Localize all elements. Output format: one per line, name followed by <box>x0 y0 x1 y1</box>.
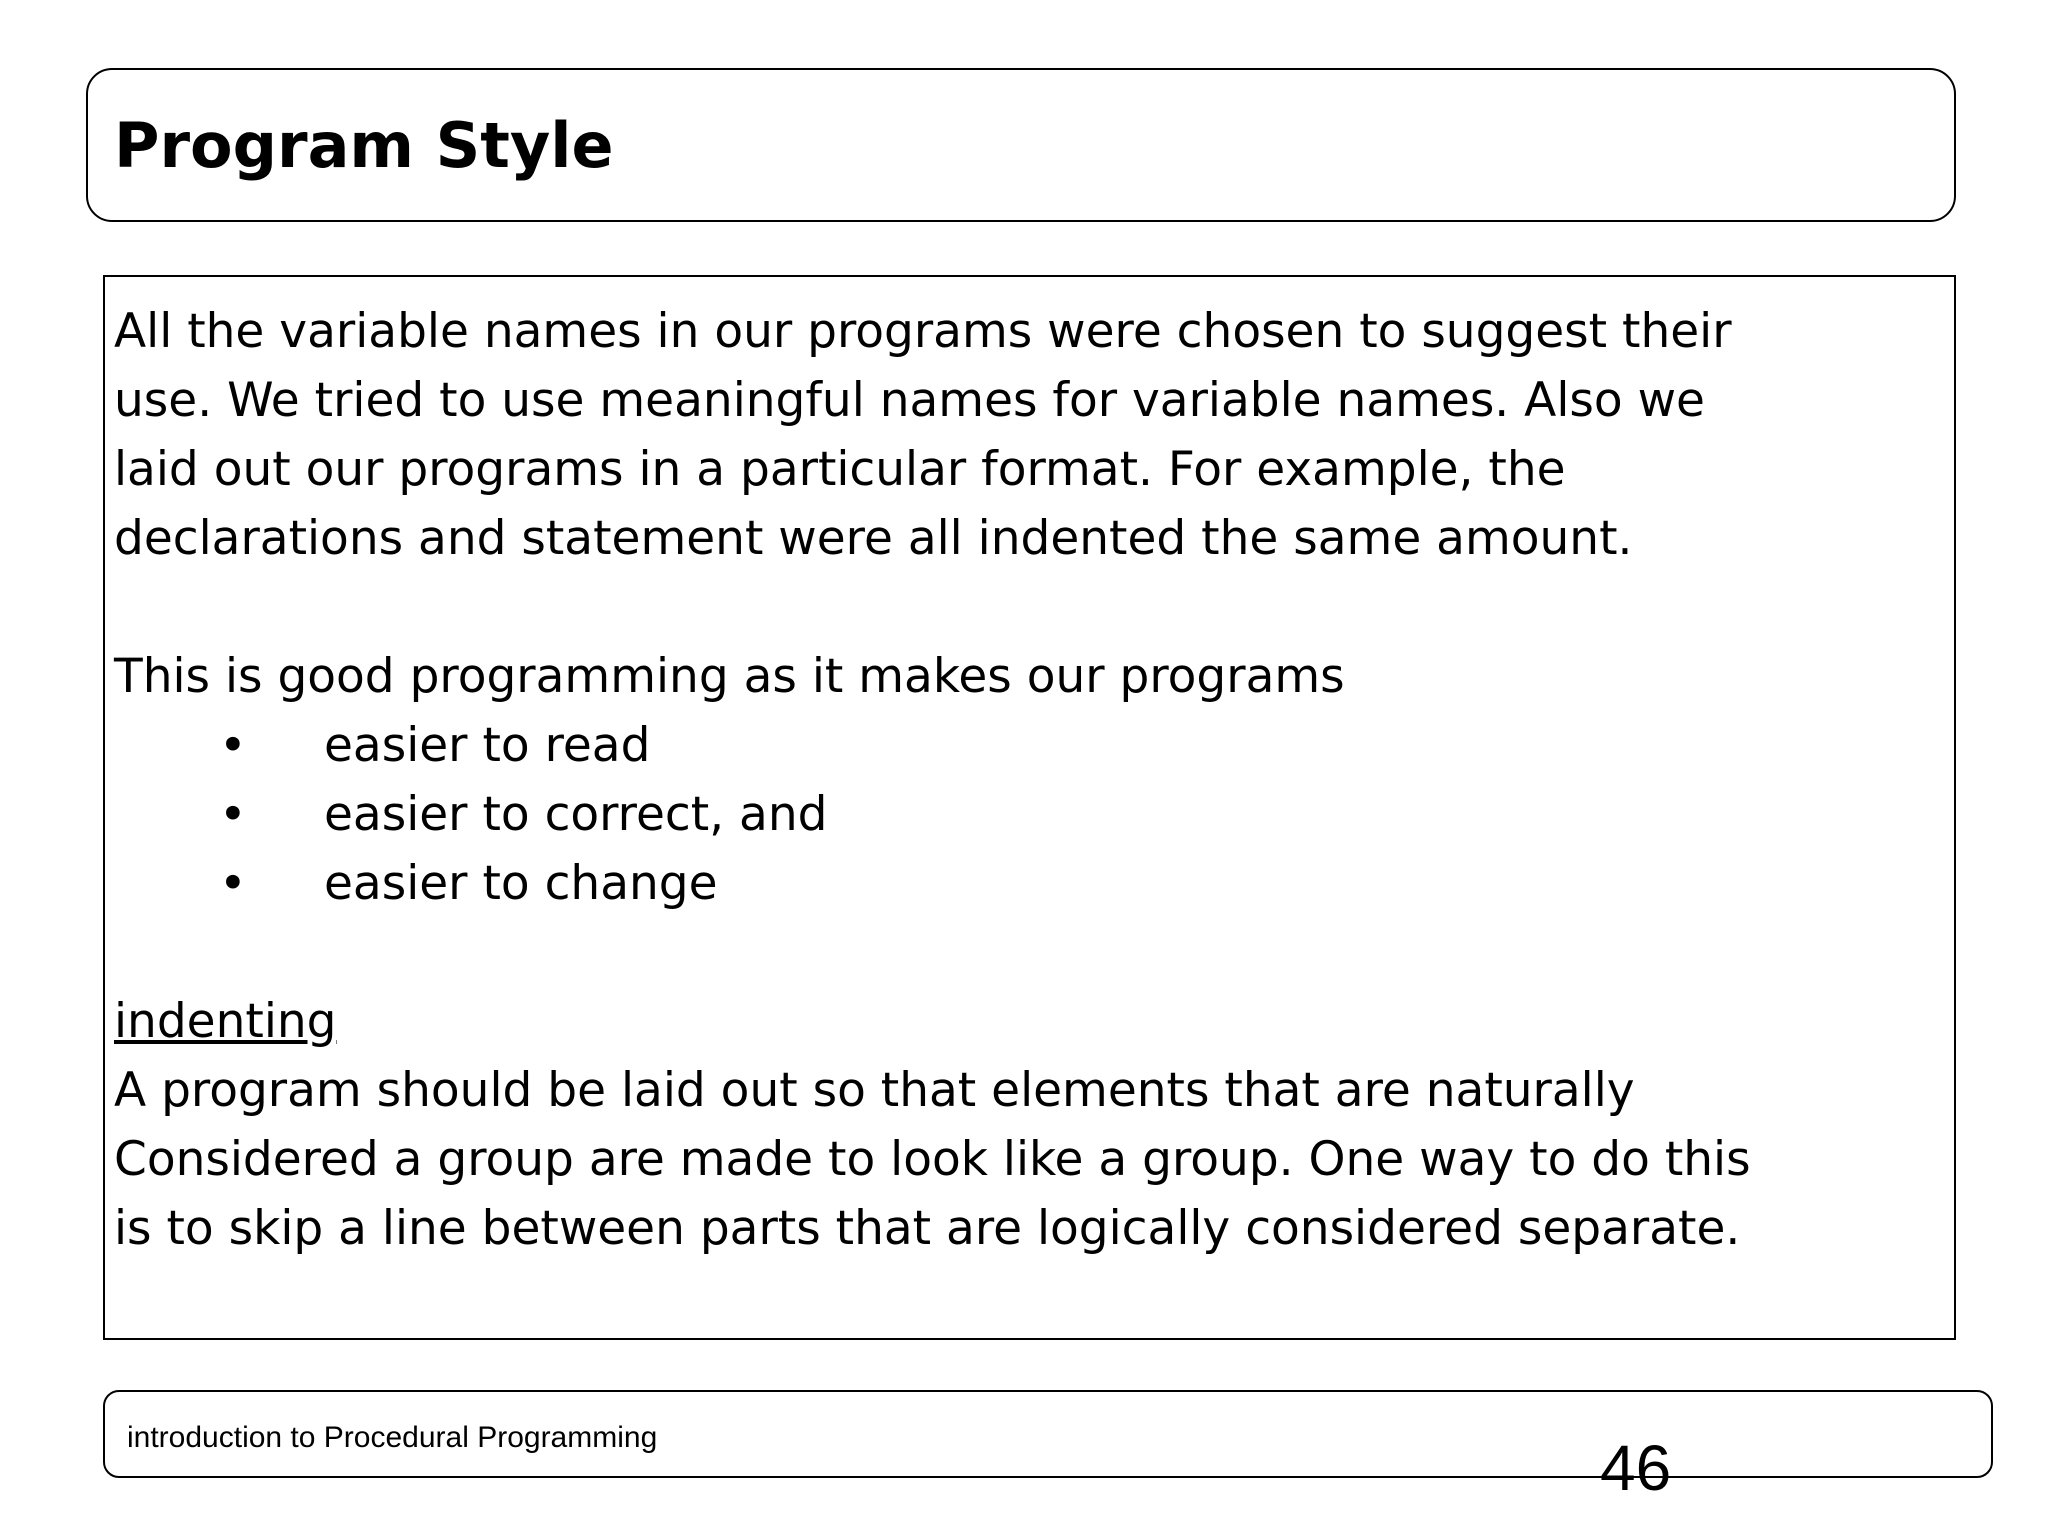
paragraph-1-line: use. We tried to use meaningful names for variable names. Also we <box>114 373 1705 428</box>
paragraph-2 <box>114 1056 1952 1263</box>
slide-title: Program Style <box>114 109 614 182</box>
page-number: 46 <box>1600 1432 1672 1504</box>
paragraph-1-line: declarations and statement were all indented the same amount. <box>114 511 1633 566</box>
paragraph-2-line: A program should be laid out so that elements that are naturally <box>114 1063 1635 1118</box>
section-heading: indenting <box>114 994 337 1049</box>
content-box <box>103 275 1956 1340</box>
bullet-icon: • <box>219 787 247 842</box>
footer-box <box>103 1390 1993 1504</box>
paragraph-2-line: is to skip a line between parts that are logically considered separate. <box>114 1201 1741 1256</box>
list-item <box>114 711 1952 780</box>
bullet-icon: • <box>219 856 247 911</box>
bullet-icon: • <box>219 718 247 773</box>
paragraph-1-line: All the variable names in our programs were chosen to suggest their <box>114 304 1732 359</box>
benefits-list <box>114 711 1952 918</box>
paragraph-2-line: Considered a group are made to look like a group. One way to do this <box>114 1132 1751 1187</box>
list-item <box>114 849 1952 918</box>
slide-content <box>114 297 1952 1263</box>
blank-line <box>114 573 1952 642</box>
list-item-text: easier to read <box>324 718 651 773</box>
paragraph-1-line: laid out our programs in a particular format. For example, the <box>114 442 1566 497</box>
list-item-text: easier to change <box>324 856 718 911</box>
footer-course-title: introduction to Procedural Programming <box>127 1421 658 1454</box>
blank-line <box>114 918 1952 987</box>
list-item-text: easier to correct, and <box>324 787 828 842</box>
title-box <box>86 68 1956 222</box>
intro-line: This is good programming as it makes our programs <box>114 649 1345 704</box>
list-item <box>114 780 1952 849</box>
paragraph-1 <box>114 297 1952 573</box>
